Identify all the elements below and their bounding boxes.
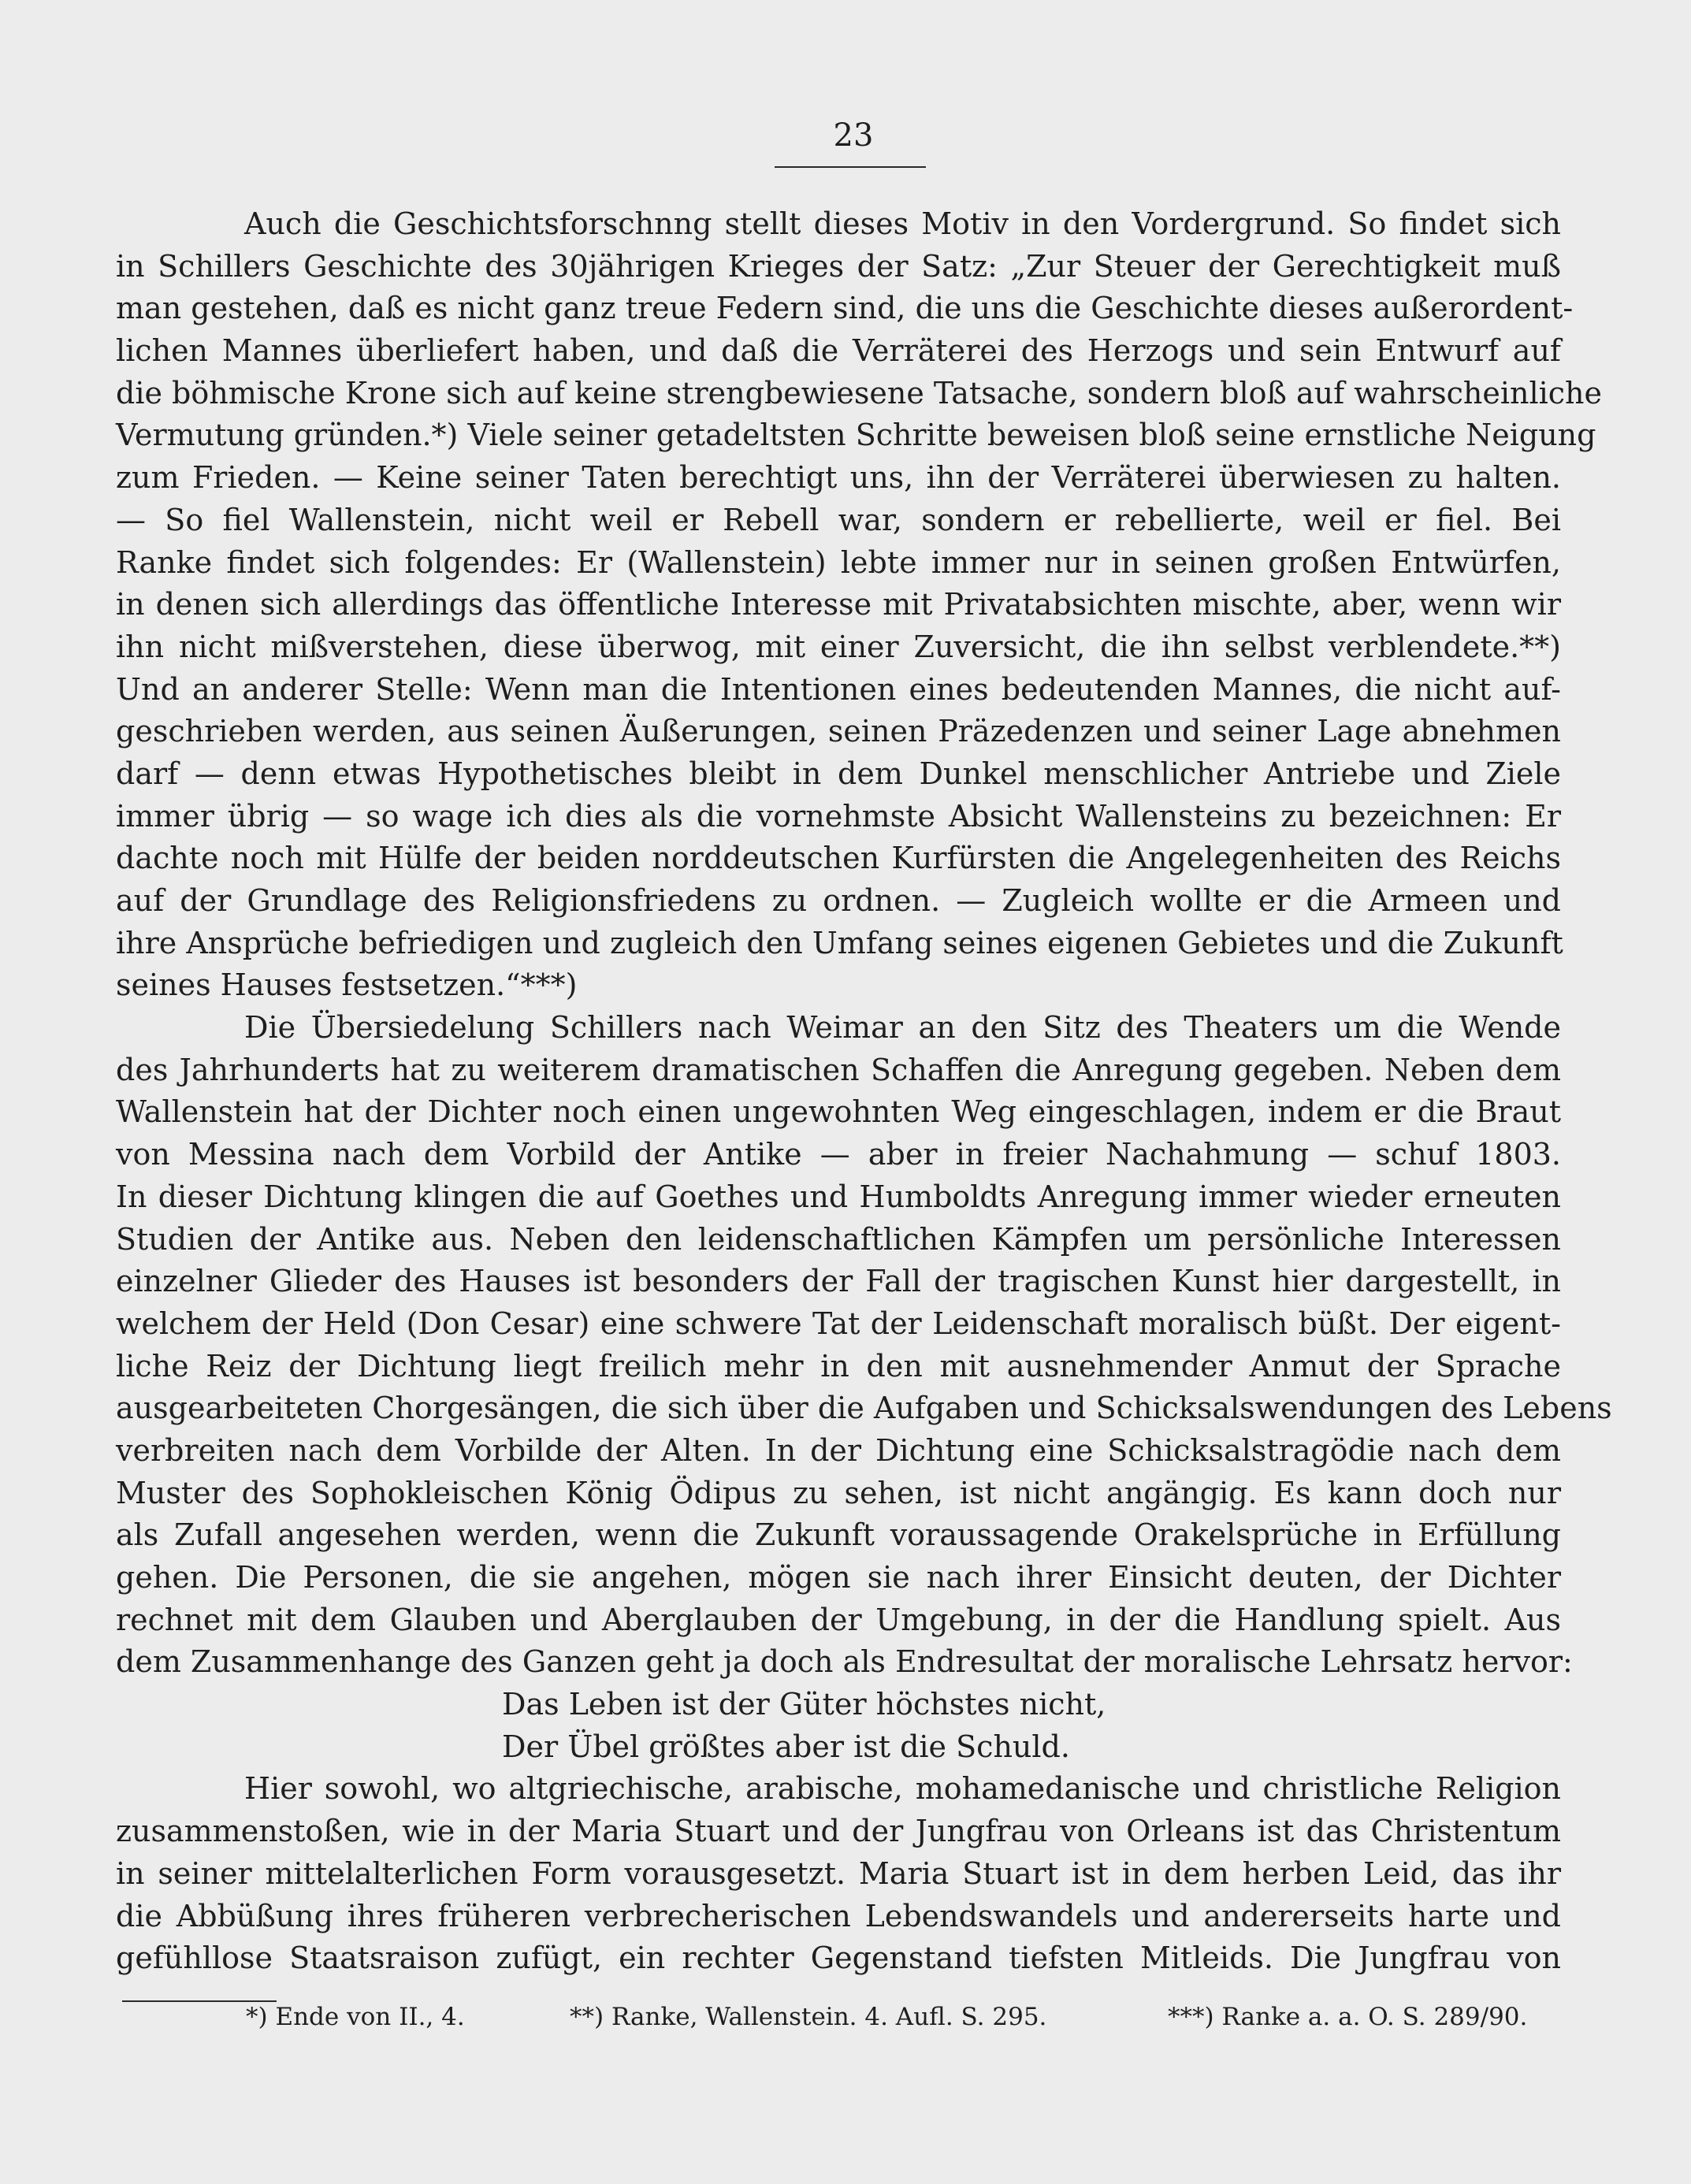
text-line: immer übrig — so wage ich dies als die vornehmste Absicht Wallensteins zu bezeichnen: Er [116,798,1561,834]
text-line: verbreiten nach dem Vorbilde der Alten. In der Dichtung eine Schicksalstragödie nach dem [116,1432,1561,1468]
text-line: die Abbüßung ihres früheren verbrecherischen Lebendswandels und andererseits harte und [116,1898,1561,1933]
text-line: Studien der Antike aus. Neben den leidenschaftlichen Kämpfen um persönliche Interessen [116,1221,1561,1257]
footnote-1: *) Ende von II., 4. [246,2003,465,2031]
text-line: Wallenstein hat der Dichter noch einen ungewohnten Weg eingeschlagen, indem er die Braut [116,1094,1561,1130]
text-line: geschrieben werden, aus seinen Äußerungen, seinen Präzedenzen und seiner Lage abnehmen [116,714,1561,749]
text-line: dachte noch mit Hülfe der beiden norddeutschen Kurfürsten die Angelegenheiten des Reichs [116,841,1561,876]
verse-line: Der Übel größtes aber ist die Schuld. [502,1729,1070,1764]
text-line: gefühllose Staatsraison zufügt, ein rechter Gegenstand tiefsten Mitleids. Die Jungfrau von [116,1941,1561,1976]
text-line: ihn nicht mißverstehen, diese überwog, mit einer Zuversicht, die ihn selbst verblendete.**) [116,629,1561,664]
text-line: In dieser Dichtung klingen die auf Goethes und Humboldts Anregung immer wieder erneuten [116,1179,1561,1214]
text-line: die böhmische Krone sich auf keine strengbewiesene Tatsache, sondern bloß auf wahrscheinliche [116,375,1603,410]
text-line: dem Zusammenhange des Ganzen geht ja doch als Endresultat der moralische Lehrsatz hervor: [116,1644,1573,1680]
text-line: Vermutung gründen.*) Viele seiner getadeltsten Schritte beweisen bloß seine ernstliche Neigung [116,418,1596,453]
text-line: ausgearbeiteten Chorgesängen, die sich über die Aufgaben und Schicksalswendungen des Lebens [116,1391,1612,1426]
text-line: rechnet mit dem Glauben und Aberglauben der Umgebung, in der die Handlung spielt. Aus [116,1602,1561,1637]
page-number: 23 [833,117,874,154]
page-number-rule [775,166,926,168]
text-line: darf — denn etwas Hypothetisches bleibt in dem Dunkel menschlicher Antriebe und Ziele [116,756,1561,791]
text-line: als Zufall angesehen werden, wenn die Zukunft voraussagende Orakelsprüche in Erfüllung [116,1517,1561,1553]
text-line: Die Übersiedelung Schillers nach Weimar an den Sitz des Theaters um die Wende [244,1010,1561,1046]
text-line: gehen. Die Personen, die sie angehen, mögen sie nach ihrer Einsicht deuten, der Dichter [116,1560,1561,1595]
body-text [116,203,1612,1980]
text-line: Muster des Sophokleischen König Ödipus zu sehen, ist nicht angängig. Es kann doch nur [116,1475,1561,1510]
text-line: in denen sich allerdings das öffentliche Interesse mit Privatabsichten mischte, aber, wenn wir [116,587,1561,622]
footnote-3: ***) Ranke a. a. O. S. 289/90. [1168,2003,1528,2031]
text-line: Ranke findet sich folgendes: Er (Wallenstein) lebte immer nur in seinen großen Entwürfen, [116,544,1561,580]
text-line: Auch die Geschichtsforschnng stellt dieses Motiv in den Vordergrund. So findet sich [244,206,1561,241]
text-line: des Jahrhunderts hat zu weiterem dramatischen Schaffen die Anregung gegeben. Neben dem [116,1052,1561,1087]
text-line: zum Frieden. — Keine seiner Taten berechtigt uns, ihn der Verräterei überwiesen zu halten. [116,460,1561,496]
text-line: zusammenstoßen, wie in der Maria Stuart und der Jungfrau von Orleans ist das Christentum [116,1814,1561,1849]
text-line: einzelner Glieder des Hauses ist besonders der Fall der tragischen Kunst hier dargestellt, in [116,1264,1561,1299]
footnote-2: **) Ranke, Wallenstein. 4. Aufl. S. 295. [570,2003,1047,2031]
text-line: Hier sowohl, wo altgriechische, arabische, mohamedanische und christliche Religion [244,1771,1561,1807]
text-line: Und an anderer Stelle: Wenn man die Intentionen eines bedeutenden Mannes, die nicht auf- [116,671,1561,707]
text-line: man gestehen, daß es nicht ganz treue Federn sind, die uns die Geschichte dieses außerordent- [116,291,1574,326]
text-line: lichen Mannes überliefert haben, und daß die Verräterei des Herzogs und sein Entwurf auf [116,333,1561,369]
text-line: von Messina nach dem Vorbild der Antike — aber in freier Nachahmung — schuf 1803. [116,1137,1561,1172]
text-line: seines Hauses festsetzen.“***) [116,968,578,1003]
text-line: in seiner mittelalterlichen Form vorausgesetzt. Maria Stuart ist in dem herben Leid, das ihr [116,1855,1561,1891]
verse-line: Das Leben ist der Güter höchstes nicht, [502,1687,1106,1722]
text-line: ihre Ansprüche befriedigen und zugleich den Umfang seines eigenen Gebietes und die Zukunft [116,925,1563,960]
text-line: liche Reiz der Dichtung liegt freilich mehr in den mit ausnehmender Anmut der Sprache [116,1348,1561,1384]
text-line: welchem der Held (Don Cesar) eine schwere Tat der Leidenschaft moralisch büßt. Der eigent- [116,1306,1561,1341]
text-line: in Schillers Geschichte des 30jährigen Krieges der Satz: „Zur Steuer der Gerechtigkeit muß [116,248,1561,284]
text-line: — So fiel Wallenstein, nicht weil er Rebell war, sondern er rebellierte, weil er fiel. Bei [116,502,1561,537]
text-line: auf der Grundlage des Religionsfriedens zu ordnen. — Zugleich wollte er die Armeen und [116,883,1561,918]
